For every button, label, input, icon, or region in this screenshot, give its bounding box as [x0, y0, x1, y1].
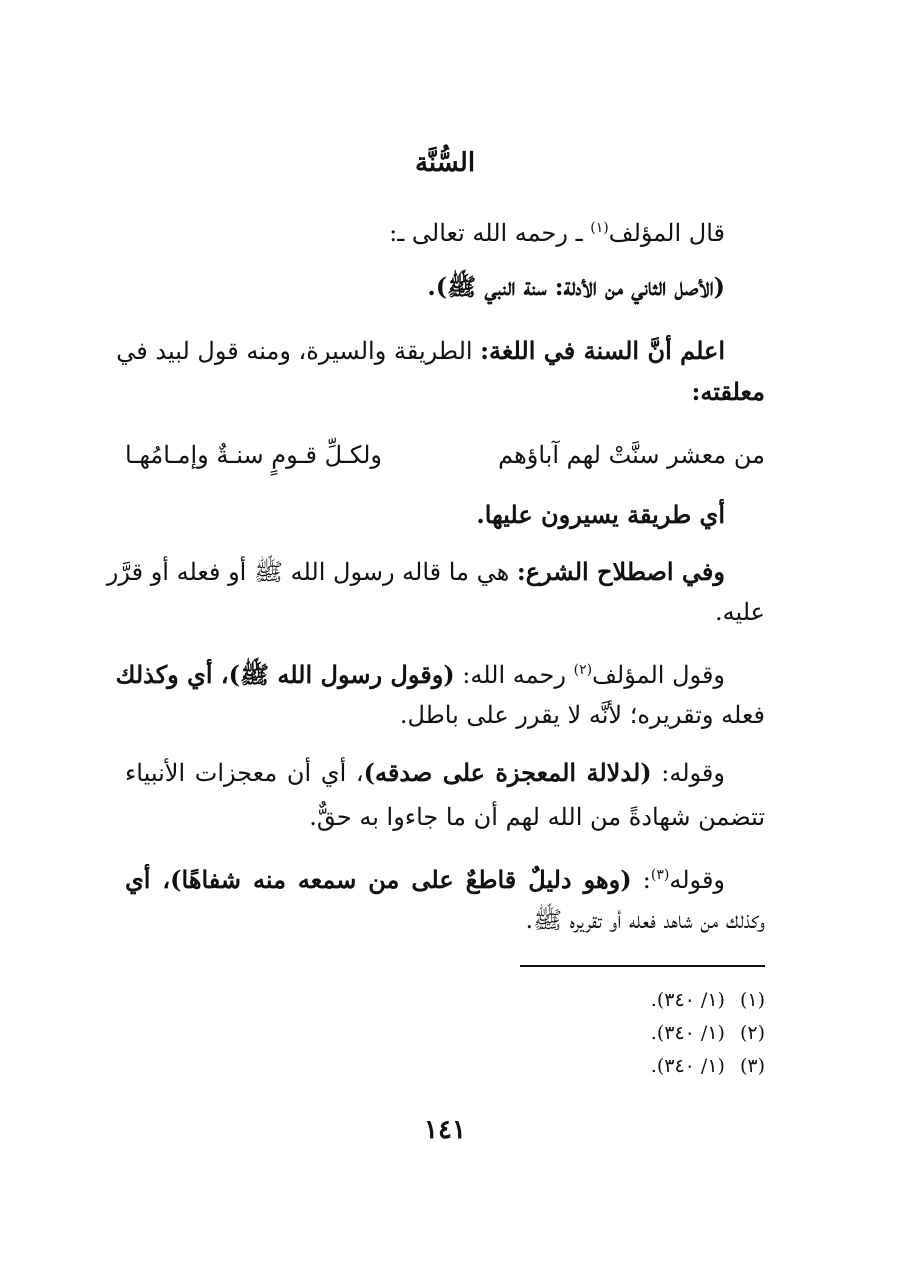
footnote-ref-1: (١) — [590, 220, 609, 236]
line-11-rest: ، أي أن معجزات الأنبياء — [125, 759, 364, 787]
text-line-2 — [427, 272, 725, 302]
footnote-2 — [651, 1021, 765, 1045]
verse-second-hemistich: ولكـلِّ قـومٍ سنـةٌ وإمـامُهـا — [125, 441, 382, 469]
footnote-ref-3: (٣) — [650, 867, 670, 883]
line-13-text: وقوله — [669, 866, 725, 894]
document-page — [106, 0, 765, 1271]
text-line-11 — [125, 758, 765, 788]
line-11-text: وقوله: — [651, 759, 725, 787]
footnote-3-number: (٣) — [739, 1055, 765, 1077]
line-4-bold: معلقته: — [691, 377, 765, 406]
footnote-3-text: (١/ ٣٤٠). — [650, 1055, 725, 1077]
text-line-9 — [115, 655, 765, 690]
line-3-bold: اعلم أنَّ السنة في اللغة: — [480, 336, 725, 365]
line-13-mid: : — [631, 866, 651, 894]
verse-first-hemistich: من معشر سنَّتْ لهم آباؤهم — [498, 441, 765, 469]
text-line-14 — [526, 905, 765, 935]
line-13-bold: (وهو دليلٌ قاطعٌ على من سمعه منه شفاهًا) — [170, 865, 632, 894]
line-1-rest: ـ رحمه الله تعالى ـ: — [389, 219, 591, 247]
line-9-mid: رحمه الله: — [454, 661, 574, 689]
line-7-bold: وفي اصطلاح الشرع: — [516, 557, 725, 586]
line-9-text: وقول المؤلف — [592, 661, 725, 689]
text-line-8 — [715, 597, 765, 627]
line-9-bold: (وقول رسول الله ﷺ) — [228, 660, 455, 689]
footnote-3 — [651, 1054, 765, 1078]
footnote-1-text: (١/ ٣٤٠). — [650, 989, 725, 1011]
text-line-7 — [106, 557, 765, 587]
footnote-2-number: (٢) — [739, 1022, 765, 1044]
footnote-2-text: (١/ ٣٤٠). — [650, 1022, 725, 1044]
text-line-3 — [116, 336, 765, 366]
section-title: السُّنَّة — [414, 148, 476, 178]
line-7-rest: هي ما قاله رسول الله ﷺ أو فعله أو قرَّر — [106, 558, 517, 586]
line-9-rest: ، أي وكذلك — [115, 660, 229, 689]
footnote-divider — [520, 965, 765, 967]
line-8-text: عليه. — [714, 598, 765, 626]
text-line-1 — [389, 213, 725, 248]
text-line-13 — [125, 860, 765, 895]
line-13-rest: ، أي — [125, 865, 171, 894]
text-line-10 — [400, 700, 765, 730]
footnote-1-number: (١) — [739, 989, 765, 1011]
footnote-ref-2: (٢) — [573, 662, 593, 678]
line-12-text: تتضمن شهادةً من الله لهم أن ما جاءوا به حقٌّ. — [309, 803, 765, 831]
text-line-4 — [692, 377, 766, 407]
line-10-text: فعله وتقريره؛ لأنَّه لا يقرر على باطل. — [399, 701, 765, 729]
text-line-6 — [476, 500, 725, 530]
page-number: ١٤١ — [424, 1115, 466, 1145]
line-11-bold: (لدلالة المعجزة على صدقه) — [363, 758, 652, 787]
line-6-bold: أي طريقة يسيرون عليها. — [476, 500, 725, 529]
line-14-text: وكذلك من شاهد فعله أو تقريره ﷺ. — [525, 906, 765, 934]
line-3-rest: الطريقة والسيرة، ومنه قول لبيد في — [116, 337, 481, 365]
line-2-bold: (الأصل الثاني من الأدلة: سنة النبي ﷺ). — [427, 272, 725, 301]
footnote-1 — [651, 988, 765, 1012]
line-1-text: قال المؤلف — [608, 219, 725, 247]
text-line-12 — [309, 802, 765, 832]
